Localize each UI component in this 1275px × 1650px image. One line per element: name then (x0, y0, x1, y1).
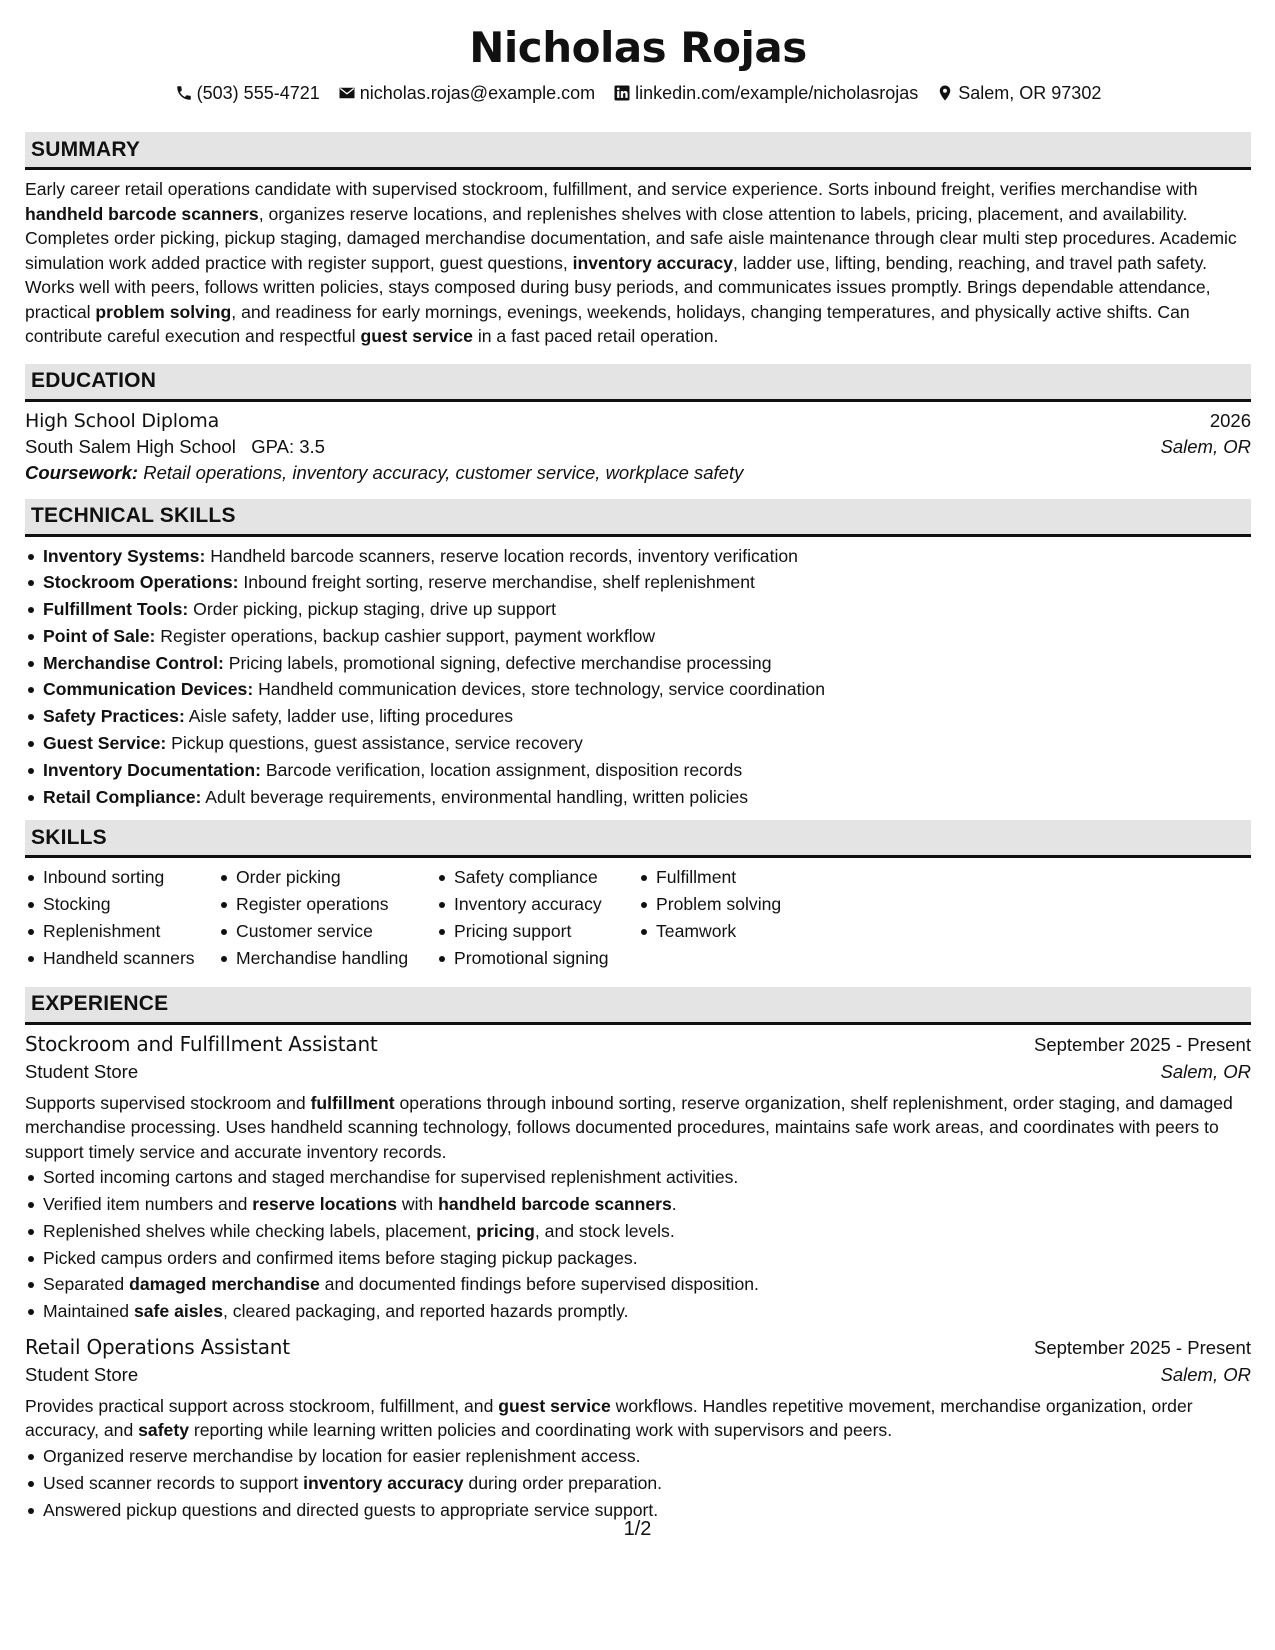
job-bullet (25, 1271, 1251, 1298)
skill-item: Merchandise handling (218, 945, 436, 972)
bold-text: safe aisles (133, 1301, 223, 1322)
job-summary (25, 1394, 1251, 1443)
text-run: . (671, 1193, 677, 1214)
contact-location (936, 80, 1101, 106)
job-title: Stockroom and Fulfillment Assistant (25, 1031, 378, 1056)
summary-text (25, 177, 1251, 349)
text-run: Provides practical support across stockroom, fulfillment, and (25, 1395, 499, 1416)
contact-linkedin[interactable] (613, 80, 918, 106)
school-name: South Salem High School (25, 435, 236, 457)
job-bullet (25, 1245, 1251, 1272)
job-dates: September 2025 - Present (1034, 1033, 1251, 1055)
degree-title: High School Diploma (25, 409, 220, 432)
bold-text: damaged merchandise (129, 1274, 320, 1295)
job-entry (25, 1335, 1251, 1523)
skill-details: Aisle safety, ladder use, lifting procedures (184, 706, 514, 727)
technical-skill-item (25, 757, 1251, 784)
bold-text: guest service (498, 1395, 611, 1416)
job-org-row (25, 1364, 1251, 1386)
job-title-row (25, 1032, 1251, 1056)
text-run: Maintained (43, 1301, 134, 1322)
text-run: , and readiness for early mornings, evenings, weekends, holidays, changing temperatures, and physically active shifts. Can contribute careful execution and respectful (25, 301, 1190, 346)
envelope-icon (338, 84, 356, 102)
text-run: Supports supervised stockroom and (25, 1092, 311, 1113)
skill-details: Inbound freight sorting, reserve merchandise, shelf replenishment (238, 572, 755, 593)
technical-skill-item (25, 650, 1251, 677)
text-run: Early career retail operations candidate with supervised stockroom, fulfillment, and service experience. Sorts inbound freight, verifies merchandise with (25, 179, 1198, 199)
bold-text: inventory accuracy (303, 1472, 464, 1493)
skill-details: Handheld barcode scanners, reserve location records, inventory verification (205, 545, 798, 566)
coursework-text: Retail operations, inventory accuracy, customer service, workplace safety (143, 461, 744, 483)
skill-details: Register operations, backup cashier support, payment workflow (155, 625, 656, 646)
skill-item: Inbound sorting (25, 864, 218, 891)
text-run: during order preparation. (463, 1472, 663, 1493)
location-text: Salem, OR 97302 (958, 83, 1102, 103)
technical-skill-item (25, 623, 1251, 650)
skill-item: Replenishment (25, 918, 218, 945)
gpa: GPA: 3.5 (251, 435, 325, 457)
text-run: Used scanner records to support (43, 1472, 304, 1493)
text-run: Separated (43, 1274, 130, 1295)
bold-text: reserve locations (252, 1193, 398, 1214)
skills-column (638, 864, 818, 971)
bold-text: handheld barcode scanners (438, 1193, 672, 1214)
job-bullet (25, 1443, 1251, 1470)
section-heading: EXPERIENCE (25, 987, 1251, 1025)
technical-skill-item (25, 543, 1251, 570)
technical-skill-item (25, 676, 1251, 703)
resume-page (25, 20, 1251, 1523)
skill-item: Customer service (218, 918, 436, 945)
email-text: nicholas.rojas@example.com (359, 83, 596, 103)
skill-item: Handheld scanners (25, 945, 218, 972)
text-run: workflows. Handles repetitive movement, merchandise organization, order accuracy, and (25, 1395, 1193, 1441)
text-run: , cleared packaging, and reported hazards promptly. (223, 1301, 629, 1322)
education-section (25, 364, 1251, 484)
text-run: and documented findings before supervised disposition. (319, 1274, 759, 1295)
skill-category: Safety Practices: (43, 706, 185, 727)
skills-grid (25, 864, 1251, 971)
technical-skill-item (25, 730, 1251, 757)
skill-item: Problem solving (638, 891, 818, 918)
job-summary (25, 1091, 1251, 1165)
skill-details: Order picking, pickup staging, drive up support (188, 599, 557, 620)
text-run: Picked campus orders and confirmed items before staging pickup packages. (43, 1247, 638, 1268)
skill-details: Barcode verification, location assignment, disposition records (260, 759, 743, 780)
skill-category: Fulfillment Tools: (43, 599, 189, 620)
bold-text: problem solving (95, 301, 232, 322)
job-location: Salem, OR (1160, 1363, 1251, 1385)
skills-column (25, 864, 218, 971)
job-dates: September 2025 - Present (1034, 1336, 1251, 1358)
skill-category: Communication Devices: (43, 679, 254, 700)
page-number: 1/2 (623, 1518, 652, 1540)
text-run: , and stock levels. (534, 1220, 675, 1241)
skill-item: Register operations (218, 891, 436, 918)
job-bullet (25, 1218, 1251, 1245)
bold-text: handheld barcode scanners (25, 203, 259, 224)
skills-section (25, 820, 1251, 971)
text-run: , ladder use, lifting, bending, reaching, and travel path safety. Works well with peers, follows written policies, stays composed during busy periods, and communicates issues promptly. Brings dependable attendance, practical (25, 252, 1211, 322)
bold-text: pricing (476, 1220, 535, 1241)
experience-section (25, 987, 1251, 1524)
job-bullet (25, 1470, 1251, 1497)
phone-icon (175, 84, 193, 102)
skill-category: Point of Sale: (43, 625, 156, 646)
technical-skills-section (25, 499, 1251, 811)
skills-column (218, 864, 436, 971)
text-run: in a fast paced retail operation. (472, 326, 719, 346)
section-heading: SUMMARY (25, 132, 1251, 170)
skill-category: Guest Service: (43, 733, 167, 754)
skill-details: Adult beverage requirements, environmental handling, written policies (201, 786, 749, 807)
text-run: reporting while learning written policies and coordinating work with supervisors and peers. (188, 1420, 893, 1441)
experience-list (25, 1032, 1251, 1524)
job-bullet (25, 1191, 1251, 1218)
linkedin-icon (613, 84, 631, 102)
skill-category: Inventory Documentation: (43, 759, 261, 780)
job-bullet (25, 1298, 1251, 1325)
job-bullet (25, 1164, 1251, 1191)
section-heading: TECHNICAL SKILLS (25, 499, 1251, 537)
bold-text: guest service (360, 326, 473, 346)
linkedin-text: linkedin.com/example/nicholasrojas (635, 83, 919, 103)
coursework-label: Coursework: (25, 461, 139, 483)
text-run: Answered pickup questions and directed guests to appropriate service support. (43, 1499, 659, 1520)
skill-item: Inventory accuracy (436, 891, 638, 918)
coursework-line (25, 462, 1251, 484)
job-bullets (25, 1164, 1251, 1325)
education-degree-row (25, 410, 1251, 432)
education-school-row (25, 436, 1251, 458)
skills-column (436, 864, 638, 971)
school-line (25, 436, 325, 458)
technical-skill-item (25, 569, 1251, 596)
skill-category: Merchandise Control: (43, 652, 224, 673)
bold-text: inventory accuracy (572, 252, 734, 273)
skill-item: Fulfillment (638, 864, 818, 891)
text-run: Verified item numbers and (43, 1193, 253, 1214)
text-run: Sorted incoming cartons and staged merchandise for supervised replenishment activities. (43, 1167, 739, 1188)
skill-category: Retail Compliance: (43, 786, 202, 807)
technical-skill-item (25, 703, 1251, 730)
text-run: operations through inbound sorting, reserve organization, shelf replenishment, order staging, and damaged merchandise processing. Uses handheld scanning technology, follows documented procedures, maintains safe work areas, and coordinates with peers to support timely service and accurate inventory records. (25, 1092, 1233, 1162)
technical-skill-item (25, 784, 1251, 811)
skill-item: Teamwork (638, 918, 818, 945)
contact-email[interactable] (338, 80, 595, 106)
job-title-row (25, 1335, 1251, 1359)
job-bullets (25, 1443, 1251, 1523)
job-organization: Student Store (25, 1363, 139, 1385)
skill-item: Promotional signing (436, 945, 638, 972)
contact-phone[interactable] (175, 80, 320, 106)
phone-text: (503) 555-4721 (196, 83, 320, 103)
bold-text: fulfillment (310, 1092, 395, 1113)
text-run: Organized reserve merchandise by location for easier replenishment access. (43, 1445, 641, 1466)
contact-bar (25, 80, 1251, 106)
job-entry (25, 1032, 1251, 1325)
school-location: Salem, OR (1160, 435, 1251, 457)
technical-skills-list (25, 543, 1251, 811)
technical-skill-item (25, 596, 1251, 623)
skill-item: Stocking (25, 891, 218, 918)
skill-category: Inventory Systems: (43, 545, 206, 566)
job-location: Salem, OR (1160, 1060, 1251, 1082)
map-pin-icon (936, 84, 954, 102)
skill-item: Pricing support (436, 918, 638, 945)
job-title: Retail Operations Assistant (25, 1334, 290, 1359)
text-run: Replenished shelves while checking labels, placement, (43, 1220, 477, 1241)
skill-item: Safety compliance (436, 864, 638, 891)
candidate-name: Nicholas Rojas (469, 23, 807, 72)
skill-category: Stockroom Operations: (43, 572, 239, 593)
job-organization: Student Store (25, 1060, 139, 1082)
degree-year: 2026 (1209, 409, 1251, 431)
summary-section (25, 132, 1251, 349)
job-org-row (25, 1061, 1251, 1083)
text-run: , organizes reserve locations, and replenishes shelves with close attention to labels, pricing, placement, and availability. Completes order picking, pickup staging, damaged merchandise documentation, and safe aisle maintenance through clear multi step procedures. Academic simulation work added practice with register support, guest questions, (25, 203, 1237, 273)
skill-details: Pricing labels, promotional signing, defective merchandise processing (223, 652, 772, 673)
skill-details: Pickup questions, guest assistance, service recovery (166, 733, 583, 754)
skill-details: Handheld communication devices, store technology, service coordination (253, 679, 825, 700)
section-heading: EDUCATION (25, 364, 1251, 402)
text-run: with (397, 1193, 439, 1214)
section-heading: SKILLS (25, 820, 1251, 858)
bold-text: safety (138, 1420, 189, 1441)
skill-item: Order picking (218, 864, 436, 891)
